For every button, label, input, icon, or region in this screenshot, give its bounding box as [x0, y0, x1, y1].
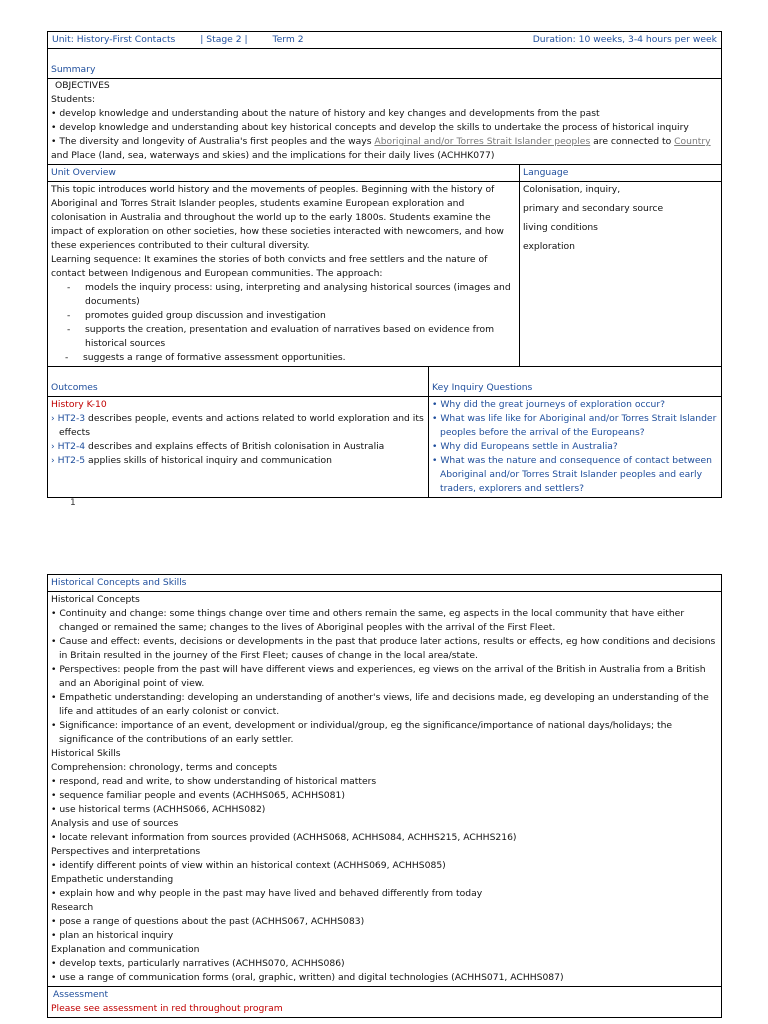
history-k10-label: History K-10: [51, 399, 107, 410]
outcomes-column: [48, 367, 429, 497]
overview-heading: Unit Overview: [48, 165, 519, 182]
summary-body: [48, 79, 721, 164]
stage-label: | Stage 2 |: [200, 34, 248, 45]
concept-item: • Perspectives: people from the past will have different views and experiences, eg views on the arrival of the British in Australia from a British and an Aboriginal point of view.: [51, 664, 706, 689]
summary-item-1: • develop knowledge and understanding about the nature of history and key changes and developments from the past: [51, 108, 600, 119]
assessment-row: [48, 987, 721, 1017]
unit-header-left: [52, 33, 326, 47]
skill-group-title: Explanation and communication: [51, 944, 200, 955]
concepts-skills-table: [47, 574, 722, 1018]
concept-item: • Cause and effect: events, decisions or developments in the past that produce later actions, results or effects, eg how conditions and decisions in Britain resulted in the journey of the First Fleet; causes of change in the local area/state.: [51, 636, 716, 661]
language-body: [520, 182, 721, 255]
overview-text: This topic introduces world history and the movements of peoples. Beginning with the history of Aboriginal and Torres Strait Islander peoples, students examine European exploration and colonisation in Australia and throughout the world up to the early 1800s. Students examine the impact of exploration on other societies, how these societies interacted with newcomers, and how these experiences contributed to their cultural diversity.: [51, 184, 504, 251]
skill-item: • pose a range of questions about the past (ACHHS067, ACHHS083): [51, 916, 365, 927]
skill-item: • locate relevant information from sources provided (ACHHS068, ACHHS084, ACHHS215, ACHHS216): [51, 832, 517, 843]
outcome-item: › HT2-4 describes and explains effects of British colonisation in Australia: [51, 441, 385, 452]
objectives-label: OBJECTIVES: [55, 80, 110, 91]
inquiry-body: [429, 397, 721, 497]
language-term: living conditions: [523, 222, 598, 233]
unit-header-row: [48, 32, 721, 49]
country-link[interactable]: Country: [674, 136, 711, 147]
summary-row: [48, 49, 721, 165]
approach-list: [51, 281, 516, 365]
concept-item: • Significance: importance of an event, development or individual/group, eg the significance/importance of national days/holidays; the significance of the contributions of an early settler.: [51, 720, 673, 745]
unit-plan-table: [47, 31, 722, 498]
outcome-code: › HT2-4: [51, 441, 86, 452]
list-item: - suggests a range of formative assessment opportunities.: [65, 351, 516, 365]
language-term: primary and secondary source: [523, 203, 664, 214]
concept-item: • Empathetic understanding: developing an understanding of another's views, life and decisions made, eg developing an understanding of the life and attitudes of an early colonist or convict.: [51, 692, 709, 717]
assessment-heading: Assessment: [53, 989, 109, 1000]
skill-item: • develop texts, particularly narratives (ACHHS070, ACHHS086): [51, 958, 345, 969]
language-column: [520, 165, 721, 366]
skill-item: • identify different points of view within an historical context (ACHHS069, ACHHS085): [51, 860, 446, 871]
outcome-item: › HT2-5 applies skills of historical inquiry and communication: [51, 455, 332, 466]
outcome-item: › HT2-3 describes people, events and actions related to world exploration and its effects: [51, 413, 424, 438]
unit-title: Unit: History-First Contacts: [52, 34, 176, 45]
summary-item-3: • The diversity and longevity of Australia's first peoples and the ways Aboriginal and/or Torres Strait Islander peoples are connected to Country and Place (land, sea, waterways and skies) and the implications for their daily lives (ACHHK077): [51, 136, 711, 161]
inquiry-question: • What was the nature and consequence of contact between Aboriginal and/or Torres Strait Islander peoples and early traders, explorers and settlers?: [432, 455, 712, 494]
outcomes-body: [48, 397, 428, 469]
language-heading: Language: [520, 165, 721, 182]
outcome-code: › HT2-3: [51, 413, 86, 424]
inquiry-question: • Why did the great journeys of exploration occur?: [432, 399, 666, 410]
language-term: Colonisation, inquiry,: [523, 184, 621, 195]
inquiry-heading: Key Inquiry Questions: [429, 367, 721, 397]
outcomes-row: [48, 367, 721, 497]
list-item: - supports the creation, presentation and evaluation of narratives based on evidence from historical sources: [67, 323, 516, 351]
concepts-heading: Historical Concepts and Skills: [48, 575, 721, 592]
historical-skills-label: Historical Skills: [51, 748, 121, 759]
overview-column: [48, 165, 520, 366]
list-item: - promotes guided group discussion and investigation: [67, 309, 516, 323]
skill-item: • use a range of communication forms (oral, graphic, written) and digital technologies (ACHHS071, ACHHS087): [51, 972, 564, 983]
concepts-body: [48, 592, 721, 987]
skill-group-title: Perspectives and interpretations: [51, 846, 201, 857]
skill-group-title: Comprehension: chronology, terms and concepts: [51, 762, 278, 773]
skill-item: • sequence familiar people and events (ACHHS065, ACHHS081): [51, 790, 345, 801]
skill-item: • use historical terms (ACHHS066, ACHHS082): [51, 804, 266, 815]
page-number: 1: [70, 498, 76, 508]
learning-sequence: Learning sequence: It examines the stories of both convicts and free settlers and the nature of contact between Indigenous and European communities. The approach:: [51, 254, 488, 279]
concept-item: • Continuity and change: some things change over time and others remain the same, eg aspects in the local community that have either changed or remained the same; changes to the lives of Aboriginal peoples with the arrival of the First Fleet.: [51, 608, 685, 633]
skill-group-title: Research: [51, 902, 94, 913]
inquiry-question: • Why did Europeans settle in Australia?: [432, 441, 618, 452]
skill-item: • respond, read and write, to show understanding of historical matters: [51, 776, 377, 787]
outcomes-heading: Outcomes: [48, 367, 428, 397]
term-label: Term 2: [272, 34, 304, 45]
skill-group-title: Empathetic understanding: [51, 874, 174, 885]
inquiry-question: • What was life like for Aboriginal and/or Torres Strait Islander peoples before the arrival of the Europeans?: [432, 413, 717, 438]
duration-label: Duration: 10 weeks, 3-4 hours per week: [532, 34, 717, 45]
skill-item: • plan an historical inquiry: [51, 930, 174, 941]
outcome-code: › HT2-5: [51, 455, 86, 466]
inquiry-column: [429, 367, 721, 497]
summary-heading: Summary: [48, 49, 721, 79]
students-label: Students:: [51, 94, 96, 105]
aboriginal-peoples-link[interactable]: Aboriginal and/or Torres Strait Islander peoples: [374, 136, 591, 147]
list-item: - models the inquiry process: using, interpreting and analysing historical sources (images and documents): [67, 281, 516, 309]
overview-row: [48, 165, 721, 367]
language-term: exploration: [523, 241, 575, 252]
assessment-note: Please see assessment in red throughout program: [51, 1003, 283, 1014]
skill-group-title: Analysis and use of sources: [51, 818, 179, 829]
historical-concepts-label: Historical Concepts: [51, 594, 140, 605]
summary-item-2: • develop knowledge and understanding about key historical concepts and develop the skills to undertake the process of historical inquiry: [51, 122, 689, 133]
skill-item: • explain how and why people in the past may have lived and behaved differently from today: [51, 888, 483, 899]
overview-body: [48, 182, 519, 366]
